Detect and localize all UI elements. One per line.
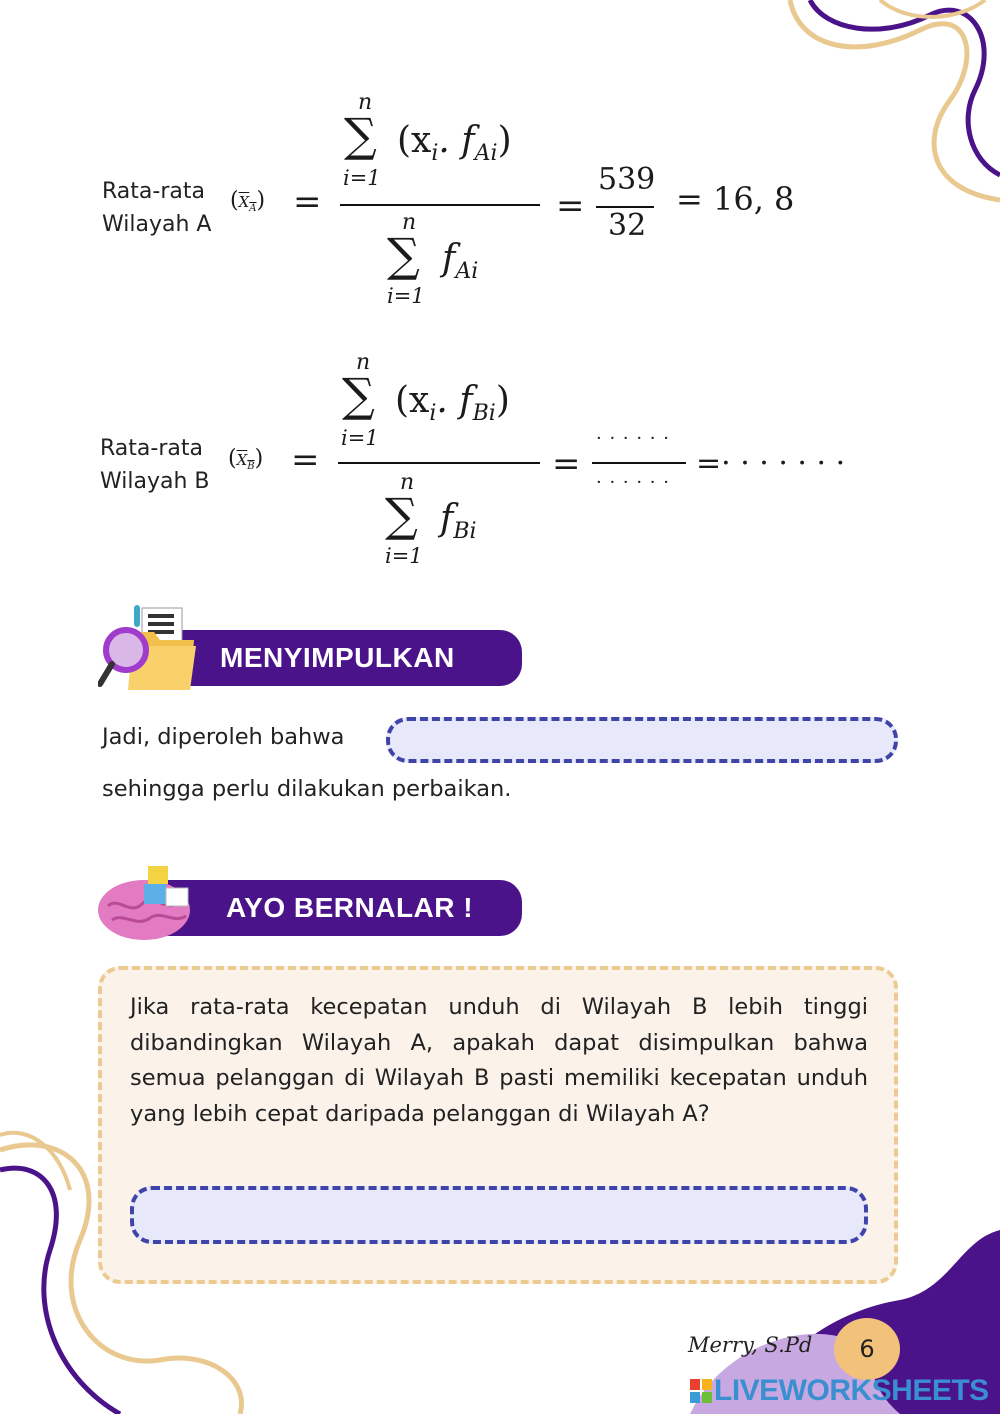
formula-a-result-numerator: 539 xyxy=(598,162,656,197)
formula-a-result-value: = 16, 8 xyxy=(676,180,795,218)
liveworksheets-logo xyxy=(690,1374,989,1408)
reason-question-box xyxy=(98,966,898,1284)
formula-a xyxy=(100,90,860,320)
formula-a-equals-1: = xyxy=(293,182,322,222)
formula-a-sigma-bottom: ∑ xyxy=(387,228,420,282)
brain-puzzle-icon xyxy=(96,862,200,942)
formula-b-result-value: =· · · · · · · xyxy=(696,446,846,481)
conclude-answer-input[interactable] xyxy=(386,717,898,763)
formula-a-result-denominator: 32 xyxy=(608,208,647,243)
formula-a-equals-2: = xyxy=(556,186,585,226)
formula-b-sigma-bottom: ∑ xyxy=(385,488,418,542)
conclude-sentence-prefix: Jadi, diperoleh bahwa xyxy=(102,724,345,750)
formula-b-sum-bottom-top: i=1 xyxy=(341,426,379,450)
formula-b-sigma-top: ∑ xyxy=(342,368,375,422)
formula-b xyxy=(100,350,860,580)
reason-answer-input[interactable] xyxy=(130,1186,868,1244)
formula-a-label-line1: Rata-rata xyxy=(102,179,205,204)
formula-b-label-line1: Rata-rata xyxy=(100,436,203,461)
formula-a-fraction-line xyxy=(340,204,540,206)
conclude-sentence-suffix: sehingga perlu dilakukan perbaikan. xyxy=(102,776,512,802)
section-title-reason: AYO BERNALAR ! xyxy=(226,892,474,923)
page-number: 6 xyxy=(859,1335,875,1363)
formula-b-result-numerator: · · · · · · xyxy=(596,428,670,449)
formula-b-denominator: $f_{Bi}$ xyxy=(440,498,477,545)
formula-b-sum-top-den: n xyxy=(400,470,415,495)
liveworksheets-logo-icon xyxy=(690,1379,712,1403)
formula-b-equals-1: = xyxy=(291,440,320,480)
formula-b-result-line xyxy=(592,462,686,464)
formula-a-sum-bottom-top: i=1 xyxy=(343,166,381,190)
formula-a-label xyxy=(102,175,211,241)
formula-a-mean-symbol: $(X_A)$ xyxy=(230,188,266,214)
page-number-badge xyxy=(834,1318,900,1380)
formula-b-label xyxy=(100,432,210,498)
formula-a-label-line2: Wilayah A xyxy=(102,212,212,237)
formula-a-sum-top-den: n xyxy=(402,210,417,235)
formula-b-label-line2: Wilayah B xyxy=(100,469,210,494)
formula-a-denominator: $f_{Ai}$ xyxy=(442,238,479,285)
formula-b-mean-symbol: $(X_B)$ xyxy=(228,446,264,472)
formula-b-sum-bottom-den: i=1 xyxy=(385,544,423,568)
author-signature: Merry, S.Pd xyxy=(688,1333,813,1357)
section-header-conclude xyxy=(150,630,522,686)
formula-b-numerator: ($x_i$. $f_{Bi}$) xyxy=(395,380,510,427)
formula-b-fraction-line xyxy=(338,462,540,464)
formula-a-sum-bottom-den: i=1 xyxy=(387,284,425,308)
formula-b-sum-top: n xyxy=(356,350,371,375)
formula-b-equals-2: = xyxy=(552,444,581,484)
section-header-reason xyxy=(150,880,522,936)
formula-b-result-denominator: · · · · · · xyxy=(596,472,670,493)
formula-a-sigma-top: ∑ xyxy=(344,108,377,162)
folder-magnifier-icon xyxy=(98,602,202,694)
reason-question-text: Jika rata-rata kecepatan unduh di Wilayah B lebih tinggi dibandingkan Wilayah A, apakah dapat disimpulkan bahwa semua pelanggan di Wilayah B pasti memiliki kecepatan unduh yang lebih cepat daripada pelanggan di Wilayah A? xyxy=(130,994,868,1127)
liveworksheets-brand-text: LIVEWORKSHEETS xyxy=(714,1374,989,1407)
formula-a-numerator: ($x_i$. $f_{Ai}$) xyxy=(397,120,512,167)
section-title-conclude: MENYIMPULKAN xyxy=(220,642,455,673)
formula-a-sum-top: n xyxy=(358,90,373,115)
